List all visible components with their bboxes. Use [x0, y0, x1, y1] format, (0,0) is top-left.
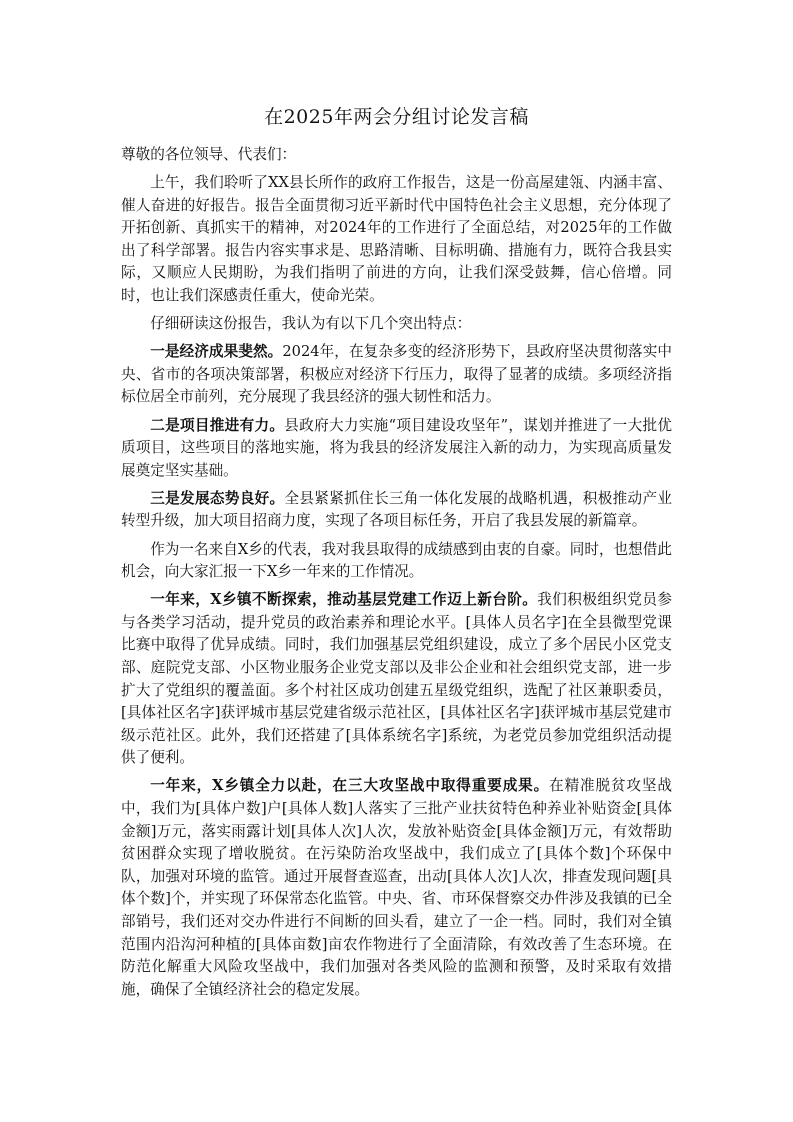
paragraph-text: 上午，我们聆听了XX县长所作的政府工作报告，这是一份高屋建瓴、内涵丰富、催人奋进的好报告。报告全面贯彻习近平新时代中国特色社会主义思想，充分体现了开拓创新、真抓实干的精神，对2024年的工作进行了全面总结，对2025年的工作做出了科学部署。报告内容实事求是、思路清晰、目标明确、措施有力，既符合我县实际，又顺应人民期盼，为我们指明了前进的方向，让我们深受鼓舞，信心倍增。同时，也让我们深感责任重大，使命光荣。 — [121, 174, 672, 305]
paragraph-text: 仔细研读这份报告，我认为有以下几个突出特点： — [150, 315, 472, 333]
paragraph-development-trend — [121, 488, 672, 533]
document-body — [121, 102, 672, 1007]
paragraph-text: 县政府大力实施“项目建设攻坚年”，谋划并推进了一大批优质项目，这些项目的落地实施，将为我县的经济发展注入新的动力，为实现高质量发展奠定坚实基础。 — [121, 416, 672, 479]
paragraph-lead: 三是发展态势良好。 — [150, 489, 285, 507]
paragraph-text: 作为一名来自X乡的代表，我对我县取得的成绩感到由衷的自豪。同时，也想借此机会，向大家汇报一下X乡一年来的工作情况。 — [121, 540, 672, 581]
paragraph-economic-results — [121, 341, 672, 409]
paragraph-lead: 一年来，X乡镇不断探索，推动基层党建工作迈上新台阶。 — [150, 591, 538, 609]
salutation: 尊敬的各位领导、代表们： — [121, 146, 297, 163]
paragraph-township-intro — [121, 539, 672, 584]
paragraph-features-intro — [121, 313, 672, 336]
paragraph-party-building — [121, 589, 672, 770]
paragraph-report-praise — [121, 172, 672, 308]
paragraph-text: 我们积极组织党员参与各类学习活动，提升党员的政治素养和理论水平。[具体人员名字]在全县微型党课比赛中取得了优异成绩。同时，我们加强基层党组织建设，成立了多个居民小区党支部、庭院党支部、小区物业服务企业党支部以及非公企业和社会组织党支部，进一步扩大了党组织的覆盖面。多个村社区成功创建五星级党组织，选配了社区兼职委员，[具体社区名字]获评城市基层党建省级示范社区，[具体社区名字]获评城市基层党建市级示范社区。此外，我们还搭建了[具体系统名字]系统，为老党员参加党组织活动提供了便利。 — [121, 591, 672, 767]
paragraph-text: 全县紧紧抓住长三角一体化发展的战略机遇，积极推动产业转型升级，加大项目招商力度，实现了各项目标任务，开启了我县发展的新篇章。 — [121, 489, 672, 530]
paragraph-project-progress — [121, 415, 672, 483]
paragraph-text: 2024年，在复杂多变的经济形势下，县政府坚决贯彻落实中央、省市的各项决策部署，积极应对经济下行压力，取得了显著的成绩。多项经济指标位居全市前列，充分展现了我县经济的强大韧性和活力。 — [121, 343, 672, 406]
paragraph-lead: 一是经济成果斐然。 — [150, 343, 283, 361]
paragraph-lead: 二是项目推进有力。 — [150, 416, 285, 434]
paragraph-text: 在精准脱贫攻坚战中，我们为[具体户数]户[具体人数]人落实了三批产业扶贫特色种养业补贴资金[具体金额]万元，落实雨露计划[具体人次]人次，发放补贴资金[具体金额]万元，有效帮助贫困群众实现了增收脱贫。在污染防治攻坚战中，我们成立了[具体个数]个环保中队，加强对环境的监管。通过开展督查巡查，出动[具体人次]人次，排查发现问题[具体个数]个，并实现了环保常态化监管。中央、省、市环保督察交办件涉及我镇的已全部销号，我们还对交办件进行不间断的回头看，建立了一企一档。同时，我们对全镇范围内沿沟河种植的[具体亩数]亩农作物进行了全面清除，有效改善了生态环境。在防范化解重大风险攻坚战中，我们加强对各类风险的监测和预警，及时采取有效措施，确保了全镇经济社会的稳定发展。 — [121, 777, 672, 998]
paragraph-three-battles — [121, 775, 672, 1001]
paragraph-lead: 一年来，X乡镇全力以赴，在三大攻坚战中取得重要成果。 — [150, 777, 550, 795]
document-title: 在2025年两会分组讨论发言稿 — [264, 106, 529, 128]
